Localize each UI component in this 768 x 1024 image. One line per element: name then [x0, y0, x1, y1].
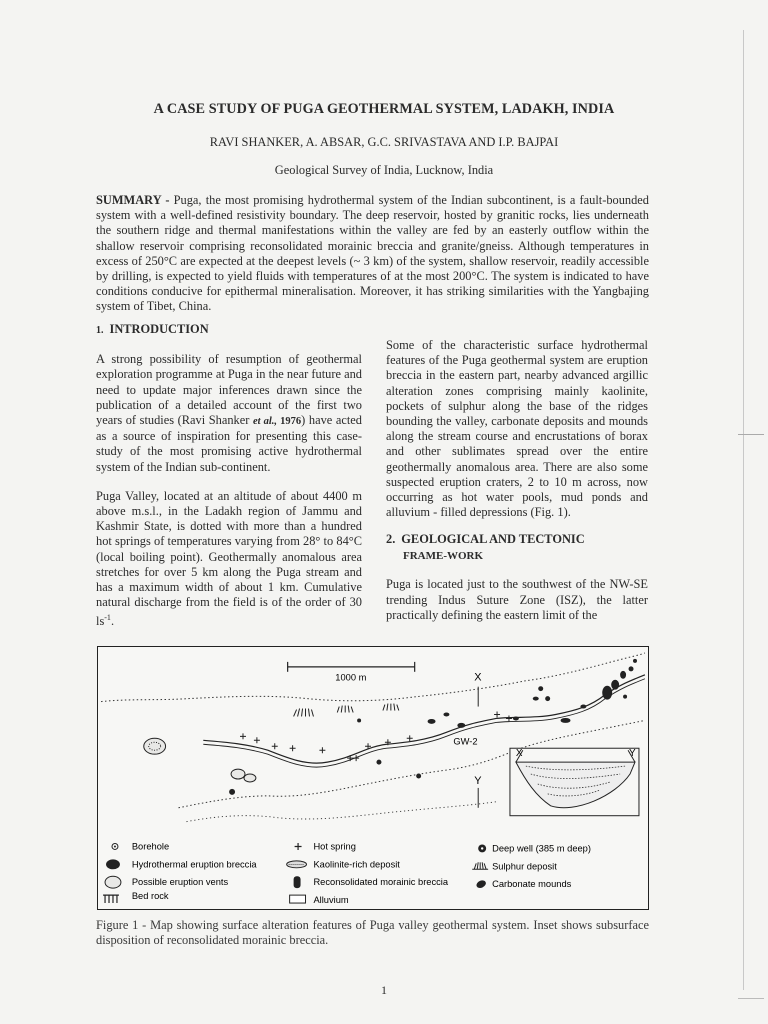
map-svg	[98, 647, 648, 909]
section-title-line2: FRAME-WORK	[403, 549, 484, 562]
legend-morainic: Reconsolidated morainic breccia	[313, 877, 449, 888]
para-text: ) have acted as a source of inspiration for presenting this case-study of the most promising active hydrothermal system of the Indian sub-continent.	[96, 413, 362, 474]
scale-bar	[288, 662, 415, 672]
scale-label: 1000 m	[335, 672, 367, 683]
intro-paragraph-2	[96, 489, 362, 630]
inset-label-x: X	[515, 748, 523, 760]
figure-caption: Figure 1 - Map showing surface alteration features of Puga valley geothermal system. Inset shows subsurface disposition of reconsolidated morainic breccia.	[96, 918, 649, 947]
bed-rock-boundary	[186, 802, 496, 822]
legend	[103, 841, 591, 905]
label-x: X	[474, 671, 482, 684]
paper-authors: RAVI SHANKER, A. ABSAR, G.C. SRIVASTAVA AND I.P. BAJPAI	[209, 135, 559, 149]
left-column	[96, 322, 362, 644]
carbonate-mounds	[428, 697, 587, 728]
scan-mark	[738, 998, 764, 999]
summary-paragraph	[96, 193, 649, 315]
section-number: 2.	[386, 532, 396, 547]
label-y: Y	[474, 774, 482, 787]
features-paragraph: Some of the characteristic surface hydrothermal features of the Puga geothermal system are eruption breccia in the eastern part, nearby advanced argillic alteration zones comprising mainly kaolinite, pockets of sulphur along the base of the ridges bounding the valley, carbonate deposits and mounds along the stream course and encrustations of borax and other sublimates spread over the entire geothermally anomalous area. There are also some suspected eruption craters, 2 to 10 m across, now occurring as hot water pools, mud ponds and alluvium - filled depressions (Fig. 1).	[386, 338, 648, 520]
para-text: A strong possibility of resumption of geothermal exploration programme at Puga in the near future and need to update major inferences drawn since the publication of a detailed account of the first two years of studies (Ravi Shanker	[96, 352, 362, 428]
boreholes	[229, 686, 550, 795]
summary-label: SUMMARY -	[96, 193, 170, 207]
legend-bed-rock: Bed rock	[131, 891, 169, 902]
citation-etal: et al.,	[252, 416, 278, 428]
inset-label-y: Y	[629, 748, 636, 760]
section-title: INTRODUCTION	[109, 322, 209, 336]
legend-deep-well: Deep well (385 m deep)	[492, 843, 591, 854]
section-title-line1: GEOLOGICAL AND TECTONIC	[401, 532, 585, 547]
sulphur-deposits	[294, 704, 399, 717]
paper-title: A CASE STUDY OF PUGA GEOTHERMAL SYSTEM, LADAKH, INDIA	[153, 101, 615, 117]
section-heading-geology	[386, 532, 648, 564]
summary-text: Puga, the most promising hydrothermal system of the Indian subcontinent, is a fault-bounded system with a well-defined resistivity boundary. The deep reservoir, hosted by granitic rocks, lies underneath the southern ridge and thermal manifestations within the valley are fed by an easterly outflow within the shallow reservoir comprising reconsolidated morainic breccia and granite/gneiss. Although temperatures in excess of 250°C are expected at the deepest levels (~ 3 km) of the system, shallow reservoir, readily accessible by drilling, is expected to yield fluids with temperatures of at the most 200°C. The system is indicated to have conditions conducive for epithermal mineralisation. Moreover, it has striking similarities with the Yangbajing system of Tibet, China.	[96, 193, 650, 314]
section-heading-introduction	[96, 322, 362, 338]
para-text: Puga Valley, located at an altitude of about 4400 m above m.s.l., in the Ladakh region of Jammu and Kashmir State, is dotted with more than a hundred hot springs of temperatures varying from 28° to 84°C (local boiling point). Geothermally anomalous area stretches for over 5 km along the Puga stream and has a maximum width of about 1 km. Cumulative natural discharge from the field is of the order of 30 ls	[96, 488, 362, 629]
superscript: -1	[104, 613, 111, 623]
para-text: .	[110, 614, 115, 629]
legend-carbonate: Carbonate mounds	[492, 879, 572, 890]
figure-map	[97, 646, 649, 910]
legend-sulphur: Sulphur deposit	[492, 861, 557, 872]
legend-kaolinite: Kaolinite-rich deposit	[313, 859, 400, 870]
legend-alluvium: Alluvium	[313, 895, 349, 906]
page-number: 1	[381, 983, 387, 997]
valley-boundary-north	[101, 653, 645, 702]
inset-cross-section	[510, 748, 639, 816]
citation-year: 1976	[277, 416, 302, 428]
eruption-vents	[144, 738, 256, 782]
geology-paragraph: Puga is located just to the southwest of the NW-SE trending Indus Suture Zone (ISZ), the latter practically defining the eastern limit of the	[386, 577, 648, 622]
intro-paragraph-1	[96, 352, 362, 475]
eruption-breccia-cluster	[602, 659, 637, 700]
legend-borehole: Borehole	[131, 841, 170, 852]
label-gw2: GW-2	[453, 736, 478, 747]
legend-hot-spring: Hot spring	[313, 841, 356, 852]
right-column	[386, 338, 648, 637]
paper-affiliation: Geological Survey of India, Lucknow, India	[274, 163, 494, 177]
scan-mark	[738, 434, 764, 435]
legend-eruption-vents: Possible eruption vents	[131, 877, 229, 888]
scan-edge-line	[743, 30, 744, 990]
legend-eruption-breccia: Hydrothermal eruption breccia	[131, 859, 257, 870]
section-number: 1.	[96, 325, 104, 336]
